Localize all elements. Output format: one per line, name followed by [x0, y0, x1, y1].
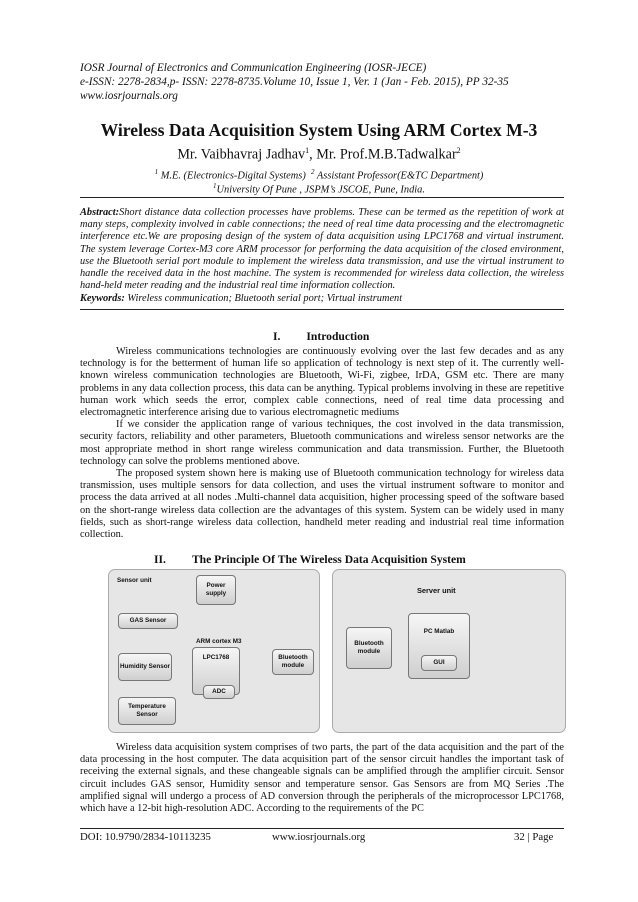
section-2-heading: II. The Principle Of The Wireless Data Acquisition System	[154, 553, 466, 566]
abstract-label: Abstract:	[80, 207, 120, 218]
author-2: Mr. Prof.M.B.Tadwalkar	[316, 146, 457, 163]
adc-block: ADC	[203, 685, 235, 699]
lpc1768-block: LPC1768	[192, 647, 240, 695]
bluetooth-module-block: Bluetooth module	[272, 649, 314, 675]
divider	[80, 309, 564, 310]
divider	[80, 197, 564, 198]
affiliation-line-1: $^1$ M.E. (Electronics-Digital Systems) $^2$ Assistant Professor(E&TC Department)	[154, 168, 484, 182]
footer-doi: DOI: 10.9790/2834-10113235	[80, 831, 211, 843]
section-2-body	[80, 742, 564, 815]
paragraph: Wireless data acquisition system comprises of two parts, the part of the data acquisition and the part of the data processing in the host computer. The data acquisition part of the sensor circuit handles the important task of receiving the external signals, and these changeable signals can be amplified through the amplifier circuit. Sensor circuit includes GAS sensor, Humidity sensor and temperature sensor. Gas Sensors are from MQ Series .The amplified signal will undergo a process of AD conversion through the peripherals of the microprocessor LPC1768, which have a 12-bit high-resolution ADC. According to the requirements of the PC	[80, 742, 564, 815]
humidity-sensor-block: Humidity Sensor	[118, 653, 172, 681]
paragraph: Wireless communications technologies are continuously evolving over the last few decades and as any technology is for the betterment of human life so application of technology is next step of it. The currently well-known wireless communication technologies are Bluetooth, Wi-Fi, zigbee, IrDA, GSM etc. There are many problems in any data collection process, this data can be anything. Typical problems involving in these are repetitive human work which seeds the error, complex cable connections, need of real time data processing and electromagnetic interference arising due to various electromagnetic mediums	[80, 346, 564, 419]
block-diagram	[108, 569, 564, 733]
journal-website: www.iosrjournals.org	[80, 90, 178, 102]
gui-block: GUI	[421, 655, 457, 671]
arm-label: ARM cortex M3	[196, 638, 242, 645]
abstract	[80, 207, 564, 292]
journal-name: IOSR Journal of Electronics and Communication Engineering (IOSR-JECE)	[80, 62, 427, 74]
server-bluetooth-module-block: Bluetooth module	[346, 627, 392, 669]
footer-website: www.iosrjournals.org	[272, 831, 366, 843]
footer-divider	[80, 828, 564, 829]
temperature-sensor-block: Temperature Sensor	[118, 697, 176, 725]
authors: Mr. Vaibhavraj Jadhav$^1$, Mr. Prof.M.B.Tadwalkar$^2$	[177, 146, 461, 163]
section-1-body	[80, 346, 564, 541]
power-supply-block: Power supply	[196, 575, 236, 605]
issn-line: e-ISSN: 2278-2834,p- ISSN: 2278-8735.Volume 10, Issue 1, Ver. 1 (Jan - Feb. 2015), PP 32-35	[80, 76, 509, 88]
author-1: Mr. Vaibhavraj Jadhav	[177, 146, 306, 163]
sensor-unit-label: Sensor unit	[117, 577, 152, 584]
server-unit-label: Server unit	[417, 586, 456, 595]
paragraph: The proposed system shown here is making use of Bluetooth communication technology for wireless data transmission, uses multiple sensors for data collection, and uses the virtual instrument software to monitor and process the data arrived at all nodes .Multi-channel data acquisition, higher processing speed of the software based on the short-range wireless data collection are the advantages of this system. System can be widely used in many fields, such as short-range wireless data collection, handheld meter reading and industrial real time information collection.	[80, 468, 564, 541]
pc-matlab-block: PC Matlab	[408, 613, 470, 679]
affiliation-line-2: $^1$University Of Pune , JSPM’s JSCOE, Pune, India.	[213, 182, 425, 196]
keywords	[80, 293, 564, 304]
keywords-text: Wireless communication; Bluetooth serial port; Virtual instrument	[127, 293, 403, 304]
paper-title: Wireless Data Acquisition System Using ARM Cortex M-3	[100, 120, 538, 140]
paragraph: If we consider the application range of various techniques, the cost involved in the data transmission, security factors, reliability and other parameters, Bluetooth communications and wireless sensor networks are the most appropriate method in short range wireless communication and data transmission. Further, the Bluetooth technology can solve the problems mentioned above.	[80, 419, 564, 467]
keywords-label: Keywords:	[80, 293, 125, 304]
section-1-heading: I. Introduction	[273, 330, 370, 343]
page-number: 32 | Page	[514, 831, 554, 843]
abstract-text: Short distance data collection processes have problems. These can be termed as the repetition of work at many steps, complexity involved in cable connections; the need of real time data processing and the electromagnetic interference etc.We are proposing design of the system of data acquisition using LPC1768 and virtual instrument. The system leverage Cortex-M3 core ARM processor for performing the data acquisition of the closed environment, use the Bluetooth serial port module to implement the wireless data transmission, and use the virtual instrument to handle the received data in the host machine. The system is recommended for wireless data collection, the wireless hand-held meter reading and the industrial real time information collection.	[80, 207, 564, 292]
gas-sensor-block: GAS Sensor	[118, 613, 178, 629]
